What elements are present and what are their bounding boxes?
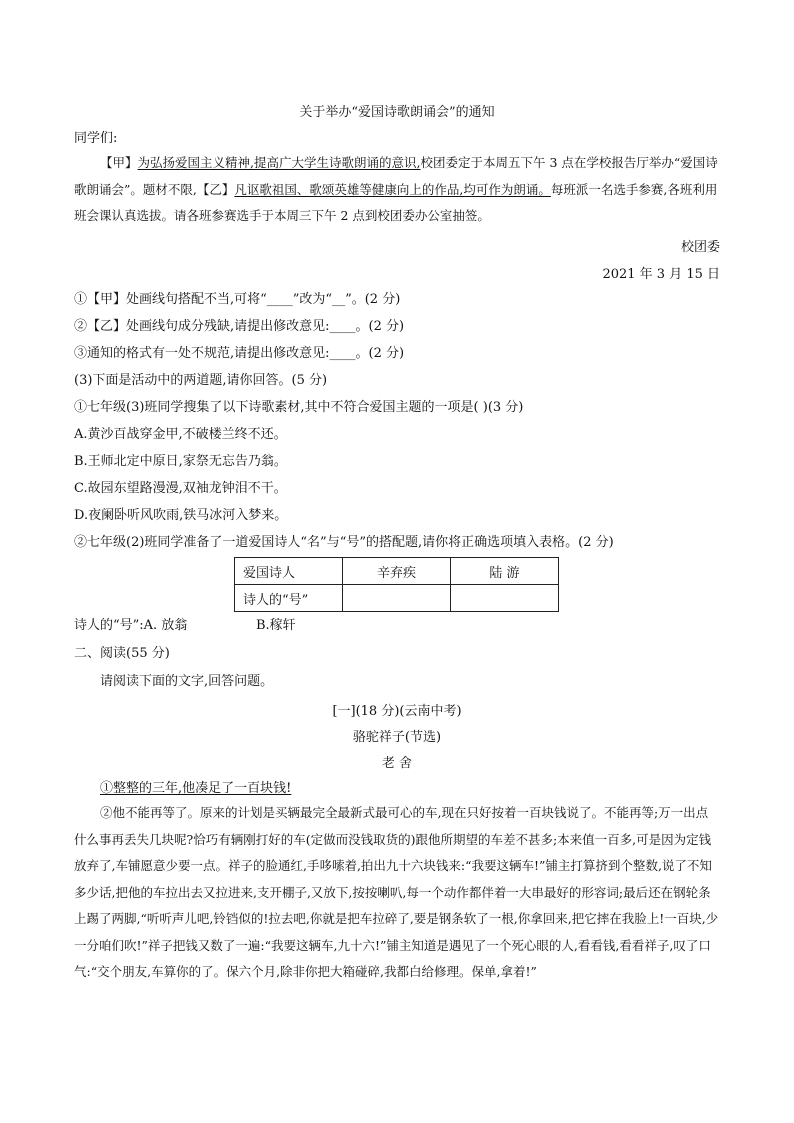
question-5: ①七年级(3)班同学搜集了以下诗歌素材,其中不符合爱国主题的一项是( )(3 分) [74,400,524,415]
notice-date: 2021 年 3 月 15 日 [602,267,720,282]
question-1: ①【甲】处画线句搭配不当,可将“____”改为“__”。(2 分) [74,292,401,307]
notice-body-1: 校团委定于本周五下午 3 点在学校报告厅举办“爱国诗歌朗诵会”。题材不限, [74,155,718,197]
paragraph-2: ②他不能再等了。原来的计划是买辆最完全最新式最可心的车,现在只好按着一百块钱说了。不能再等;万一出点什么事再丢失几块呢?恰巧有辆刚打好的车(定做而没钱取货的)跟他所期望的车差不甚多;本来值一百多,可是因为定钱放弃了,车铺愿意少要一点。祥子的脸通红,手哆嗦着,拍出九十六块钱来:“我要这辆车!”铺主打算挤到个整数,说了不知多少话,把他的车拉出去又拉进来,支开棚子,又放下,按按喇叭,每一个动作都伴着一大串最好的形容词;最后还在钢轮条上踢了两脚,“听听声儿吧,铃铛似的!拉去吧,你就是把车拉碎了,要是钢条软了一根,你拿回来,把它摔在我脸上!一百块,少一分咱们吹!”祥子把钱又数了一遍:“我要这辆车,九十六!”铺主知道是遇见了一个死心眼的人,看看钱,看看祥子,叹了口气:“交个朋友,车算你的了。保六个月,除非你把大箱碰碎,我都白给修理。保单,拿着!” [74,805,719,979]
option-c: C.故园东望路漫漫,双袖龙钟泪不干。 [74,481,287,496]
option-a: A.黄沙百战穿金甲,不破楼兰终不还。 [74,427,287,442]
table-cell: 辛弃疾 [343,558,451,585]
tag-yi: 【乙】 [196,181,235,197]
paragraph-1: ①整整的三年,他凑足了一百块钱! [100,781,292,796]
table-cell: 陆 游 [451,558,559,585]
article-author: 老 舍 [381,756,413,771]
poet-table [234,557,559,612]
notice-title: 关于举办“爱国诗歌朗诵会”的通知 [299,105,495,120]
underline-jia: 为弘扬爱国主义精神,提高广大学生诗歌朗诵的意识, [137,155,421,170]
hao-option-b: B.稼轩 [256,618,296,633]
signer: 校团委 [680,240,720,255]
section-title: 二、阅读(55 分) [74,646,170,661]
answer-cell-luyou[interactable] [451,585,559,612]
tag-jia: 【甲】 [100,155,138,170]
question-2: ②【乙】处画线句成分残缺,请提出修改意见:____。(2 分) [74,319,405,334]
table-cell: 诗人的“号” [235,585,343,612]
question-3: ③通知的格式有一处不规范,请提出修改意见:____。(2 分) [74,346,405,361]
notice-body-2: 每班派一名选手参赛,各班利用班会课认真选拔。请各班参赛选手于本周三下午 2 点到校团委办公室抽签。 [74,181,718,223]
article-title: 骆驼祥子(节选) [352,730,442,745]
table-row [235,558,559,585]
table-row [235,585,559,612]
table-cell: 爱国诗人 [235,558,343,585]
option-d: D.夜阑卧听风吹雨,铁马冰河入梦来。 [74,508,288,523]
question-4: (3)下面是活动中的两道题,请你回答。(5 分) [74,373,328,388]
notice-body [74,150,720,230]
question-6: ②七年级(2)班同学准备了一道爱国诗人“名”与“号”的搭配题,请你将正确选项填入表格。(2 分) [74,535,614,550]
underline-yi: 凡讴歌祖国、歌颂英雄等健康向上的作品,均可作为朗诵。 [234,181,551,197]
option-b: B.王师北定中原日,家祭无忘告乃翁。 [74,454,287,469]
reading-instruction: 请阅读下面的文字,回答问题。 [100,674,274,689]
answer-cell-xinqiji[interactable] [343,585,451,612]
hao-label: 诗人的“号”:A. 放翁 [74,618,188,633]
salutation: 同学们: [74,131,118,146]
part-label: [一](18 分)(云南中考) [332,704,462,719]
